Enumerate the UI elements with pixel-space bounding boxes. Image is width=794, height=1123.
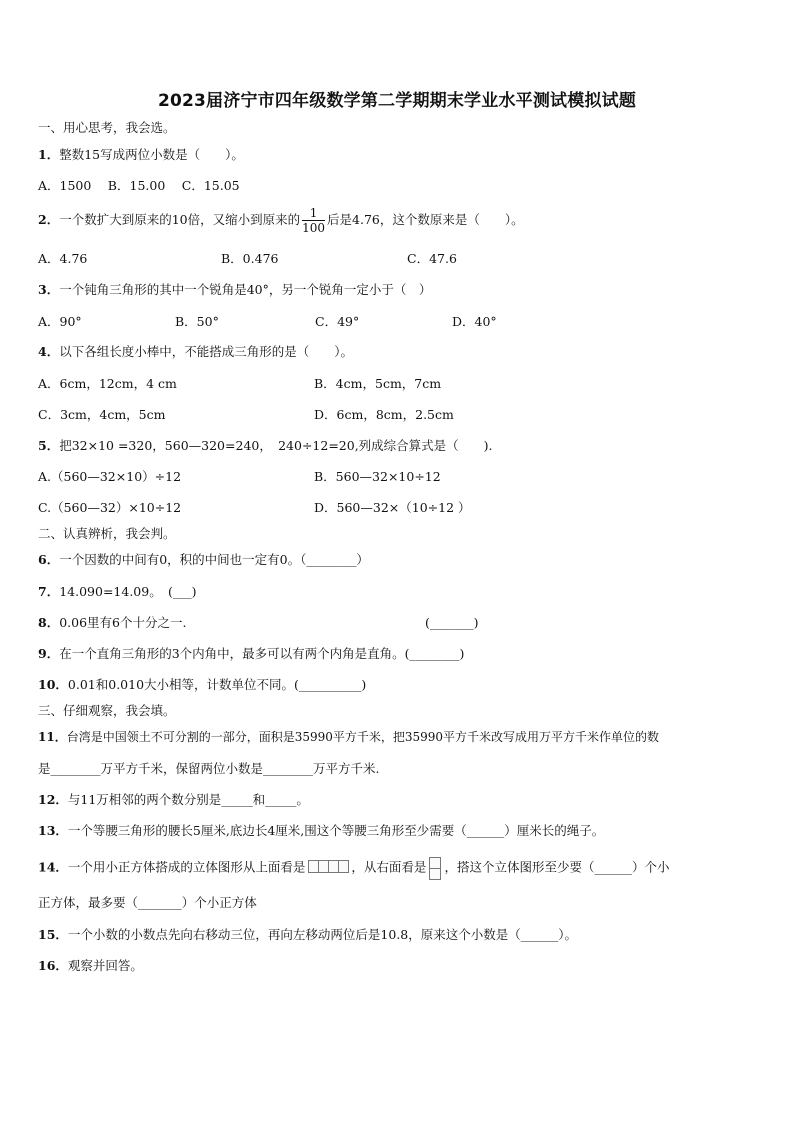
option-a: A．6cm，12cm，4 cm xyxy=(38,376,177,391)
question-13 xyxy=(38,823,604,839)
question-text: 一个用小正方体搭成的立体图形从上面看是 xyxy=(67,859,306,875)
option-b: B．560—32×10÷12 xyxy=(314,469,441,484)
question-number: 6． xyxy=(38,552,60,567)
question-text: 一个因数的中间有0，积的中间也一定有0。（________） xyxy=(59,552,369,567)
question-text: 一个数扩大到原来的10倍，又缩小到原来的 xyxy=(59,212,301,227)
option-a: A．4.76 xyxy=(38,251,88,266)
option-b: B．4cm，5cm，7cm xyxy=(314,376,442,391)
question-7 xyxy=(38,584,196,600)
question-text: 与11万相邻的两个数分别是_____和_____。 xyxy=(67,792,309,807)
question-2-options xyxy=(38,251,457,267)
question-4-options-row-1 xyxy=(38,376,738,392)
question-14-continued: 正方体，最多要（_______）个小正方体 xyxy=(38,895,257,910)
option-b: B．50° xyxy=(175,314,219,329)
question-15 xyxy=(38,927,577,943)
fraction-numerator: 1 xyxy=(302,206,325,221)
question-number: 5． xyxy=(38,438,60,453)
option-b: B．0.476 xyxy=(221,251,279,266)
question-text: 一个等腰三角形的腰长5厘米,底边长4厘米,围这个等腰三角形至少需要（______）厘米长的绳子。 xyxy=(67,823,605,838)
question-8 xyxy=(38,615,738,631)
question-number: 13． xyxy=(38,823,68,838)
option-c: C．47.6 xyxy=(407,251,457,266)
answer-blank: (_______) xyxy=(425,615,479,630)
question-text: 把32×10 =320，560—320=240， 240÷12=20,列成综合算式是（ ). xyxy=(59,438,493,453)
question-text: 0.06里有6个十分之一. xyxy=(59,615,187,630)
question-5 xyxy=(38,438,493,454)
question-number: 4． xyxy=(38,344,60,359)
question-text: 观察并回答。 xyxy=(67,958,143,973)
question-number: 14． xyxy=(38,859,68,875)
question-number: 12． xyxy=(38,792,68,807)
question-3 xyxy=(38,282,431,298)
question-number: 11． xyxy=(38,730,67,744)
question-text-end: ，搭这个立体图形至少要（______）个小 xyxy=(444,859,670,875)
question-text: 一个钝角三角形的其中一个锐角是40°，另一个锐角一定小于（ ） xyxy=(59,282,432,297)
question-12 xyxy=(38,792,309,808)
fraction xyxy=(302,206,325,235)
question-number: 16． xyxy=(38,958,68,973)
question-text-continued: 后是4.76，这个数原来是（ ）。 xyxy=(327,212,524,227)
right-view-figure xyxy=(429,857,441,879)
question-number: 10． xyxy=(38,677,68,692)
option-a: A.（560—32×10）÷12 xyxy=(38,469,182,484)
section-heading-2: 二、认真辨析，我会判。 xyxy=(38,526,176,541)
question-3-options xyxy=(38,314,497,330)
option-c: C．3cm，4cm，5cm xyxy=(38,407,166,422)
question-text-continued: ，从右面看是 xyxy=(351,859,427,875)
question-number: 15． xyxy=(38,927,68,942)
question-1 xyxy=(38,147,244,163)
question-number: 8． xyxy=(38,615,60,630)
option-d: D．6cm，8cm，2.5cm xyxy=(314,407,454,422)
question-number: 1． xyxy=(38,147,60,162)
question-5-options-row-2 xyxy=(38,500,738,516)
question-6 xyxy=(38,552,369,568)
question-4 xyxy=(38,344,353,360)
question-1-options: A．1500 B．15.00 C．15.05 xyxy=(38,178,240,193)
option-d: D．560—32×（10÷12 ） xyxy=(314,500,471,515)
fraction-denominator: 100 xyxy=(302,221,326,235)
question-16 xyxy=(38,958,143,974)
question-2 xyxy=(38,206,524,235)
question-text: 整数15写成两位小数是（ ）。 xyxy=(59,147,244,162)
question-number: 9． xyxy=(38,646,60,661)
question-number: 7． xyxy=(38,584,60,599)
question-text: 以下各组长度小棒中，不能搭成三角形的是（ ）。 xyxy=(59,344,353,359)
question-4-options-row-2 xyxy=(38,407,738,423)
question-11 xyxy=(38,729,659,745)
question-11-continued: 是________万平方千米，保留两位小数是________万平方千米. xyxy=(38,761,380,776)
question-text: 14.090=14.09。 (___) xyxy=(59,584,197,599)
question-text: 一个小数的小数点先向右移动三位，再向左移动两位后是10.8，原来这个小数是（______）。 xyxy=(67,927,577,942)
question-9 xyxy=(38,646,464,662)
question-text: 台湾是中国领土不可分割的一部分，面积是35990平方千米，把35990平方千米改写成用万平方千米作单位的数 xyxy=(66,730,660,744)
option-c: C．49° xyxy=(315,314,360,329)
question-5-options-row-1 xyxy=(38,469,738,485)
question-text: 在一个直角三角形的3个内角中，最多可以有两个内角是直角。(________) xyxy=(59,646,465,661)
section-heading-3: 三、仔细观察，我会填。 xyxy=(38,703,176,718)
top-view-figure xyxy=(308,860,348,877)
question-text: 0.01和0.010大小相等，计数单位不同。(__________) xyxy=(67,677,367,692)
section-heading-1: 一、用心思考，我会选。 xyxy=(38,120,176,135)
option-d: D．40° xyxy=(452,314,497,329)
option-a: A．90° xyxy=(38,314,82,329)
question-10 xyxy=(38,677,366,693)
question-number: 3． xyxy=(38,282,60,297)
page-title: 2023届济宁市四年级数学第二学期期末学业水平测试模拟试题 xyxy=(157,91,637,111)
question-number: 2． xyxy=(38,212,60,227)
option-c: C.（560—32）×10÷12 xyxy=(38,500,182,515)
question-14 xyxy=(38,857,669,879)
